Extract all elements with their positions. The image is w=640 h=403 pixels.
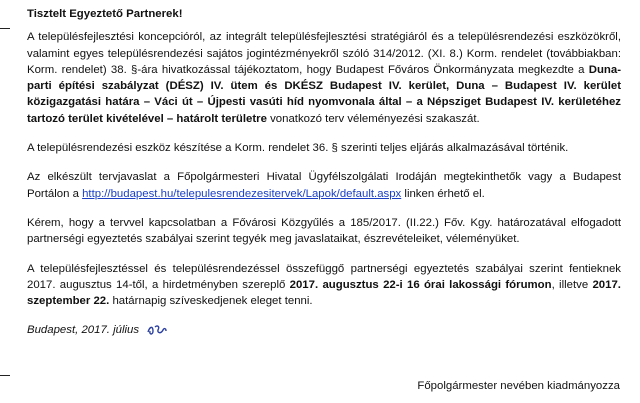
- portal-link[interactable]: http://budapest.hu/telepulesrendezesitervek/Lapok/default.aspx: [82, 187, 402, 200]
- paragraph-5-mid: , illetve: [551, 278, 593, 291]
- paragraph-1-subject: Duna-parti építési szabályzat (DÉSZ) IV. ütem és DKÉSZ Budapest IV. kerület, Duna – Budapest IV. kerület közigazgatási határa – Váci út – Újpesti vasúti híd nyomvonala által – a Népsziget Budapest IV. kerületéhez tartozó terület kivételével – határolt területre: [27, 63, 621, 125]
- deadline-date: 2017. szeptember 22.: [27, 278, 621, 308]
- handwritten-day-mark: [146, 323, 168, 337]
- paragraph-3-end: linken érhető el.: [401, 187, 485, 200]
- margin-mark-top: [0, 28, 10, 29]
- signature-caption: Főpolgármester nevében kiadmányozza: [417, 380, 620, 392]
- paragraph-3-intro: Az elkészült tervjavaslat a Főpolgármesteri Hivatal Ügyfélszolgálati Irodáján megtekinthetők vagy a Budapest Portálon a: [27, 171, 621, 200]
- greeting: Tisztelt Egyeztető Partnerek!: [27, 8, 183, 20]
- paragraph-3: [27, 169, 621, 202]
- paragraph-1: [27, 29, 621, 127]
- paragraph-4: Kérem, hogy a tervvel kapcsolatban a Fővárosi Közgyűlés a 185/2017. (II.22.) Főv. Kgy. határozatával elfogadott partnerségi egyeztetés szabályai szerint tegyék meg javaslataikat, észrevételeiket, véleményüket.: [27, 216, 621, 246]
- letter-body: [27, 6, 621, 352]
- margin-mark-bottom: [0, 375, 10, 376]
- date-text: Budapest, 2017. július: [27, 324, 140, 337]
- date-line: [27, 322, 621, 338]
- paragraph-1-intro: A településfejlesztési koncepcióról, az integrált településfejlesztési stratégiáról és a településrendezési eszközökről, valamint egyes településrendezési sajátos jogintézményekről szóló 314/2012. (XI. 8.) Korm. rendelet (továbbiakban: Korm. rendelet) 38. §-ára hivatkozással tájékoztatom, hogy Budapest Főváros Önkormányzata megkezdte a: [27, 31, 621, 76]
- paragraph-1-end: vonatkozó terv véleményezési szakaszát.: [266, 112, 480, 125]
- paragraph-5-intro: A településfejlesztéssel és településrendezéssel összefüggő partnerségi egyeztetés szabályai szerint fentieknek 2017. augusztus 14-től, a hirdetményben szereplő: [27, 262, 621, 291]
- paragraph-5-end: határnapig szíveskedjenek eleget tenni.: [109, 295, 313, 308]
- paragraph-5: [27, 261, 621, 310]
- paragraph-2: A településrendezési eszköz készítése a Korm. rendelet 36. § szerinti teljes eljárás alkalmazásával történik.: [27, 142, 569, 155]
- forum-date: 2017. augusztus 22-i 16 órai lakossági fórumon: [289, 278, 552, 291]
